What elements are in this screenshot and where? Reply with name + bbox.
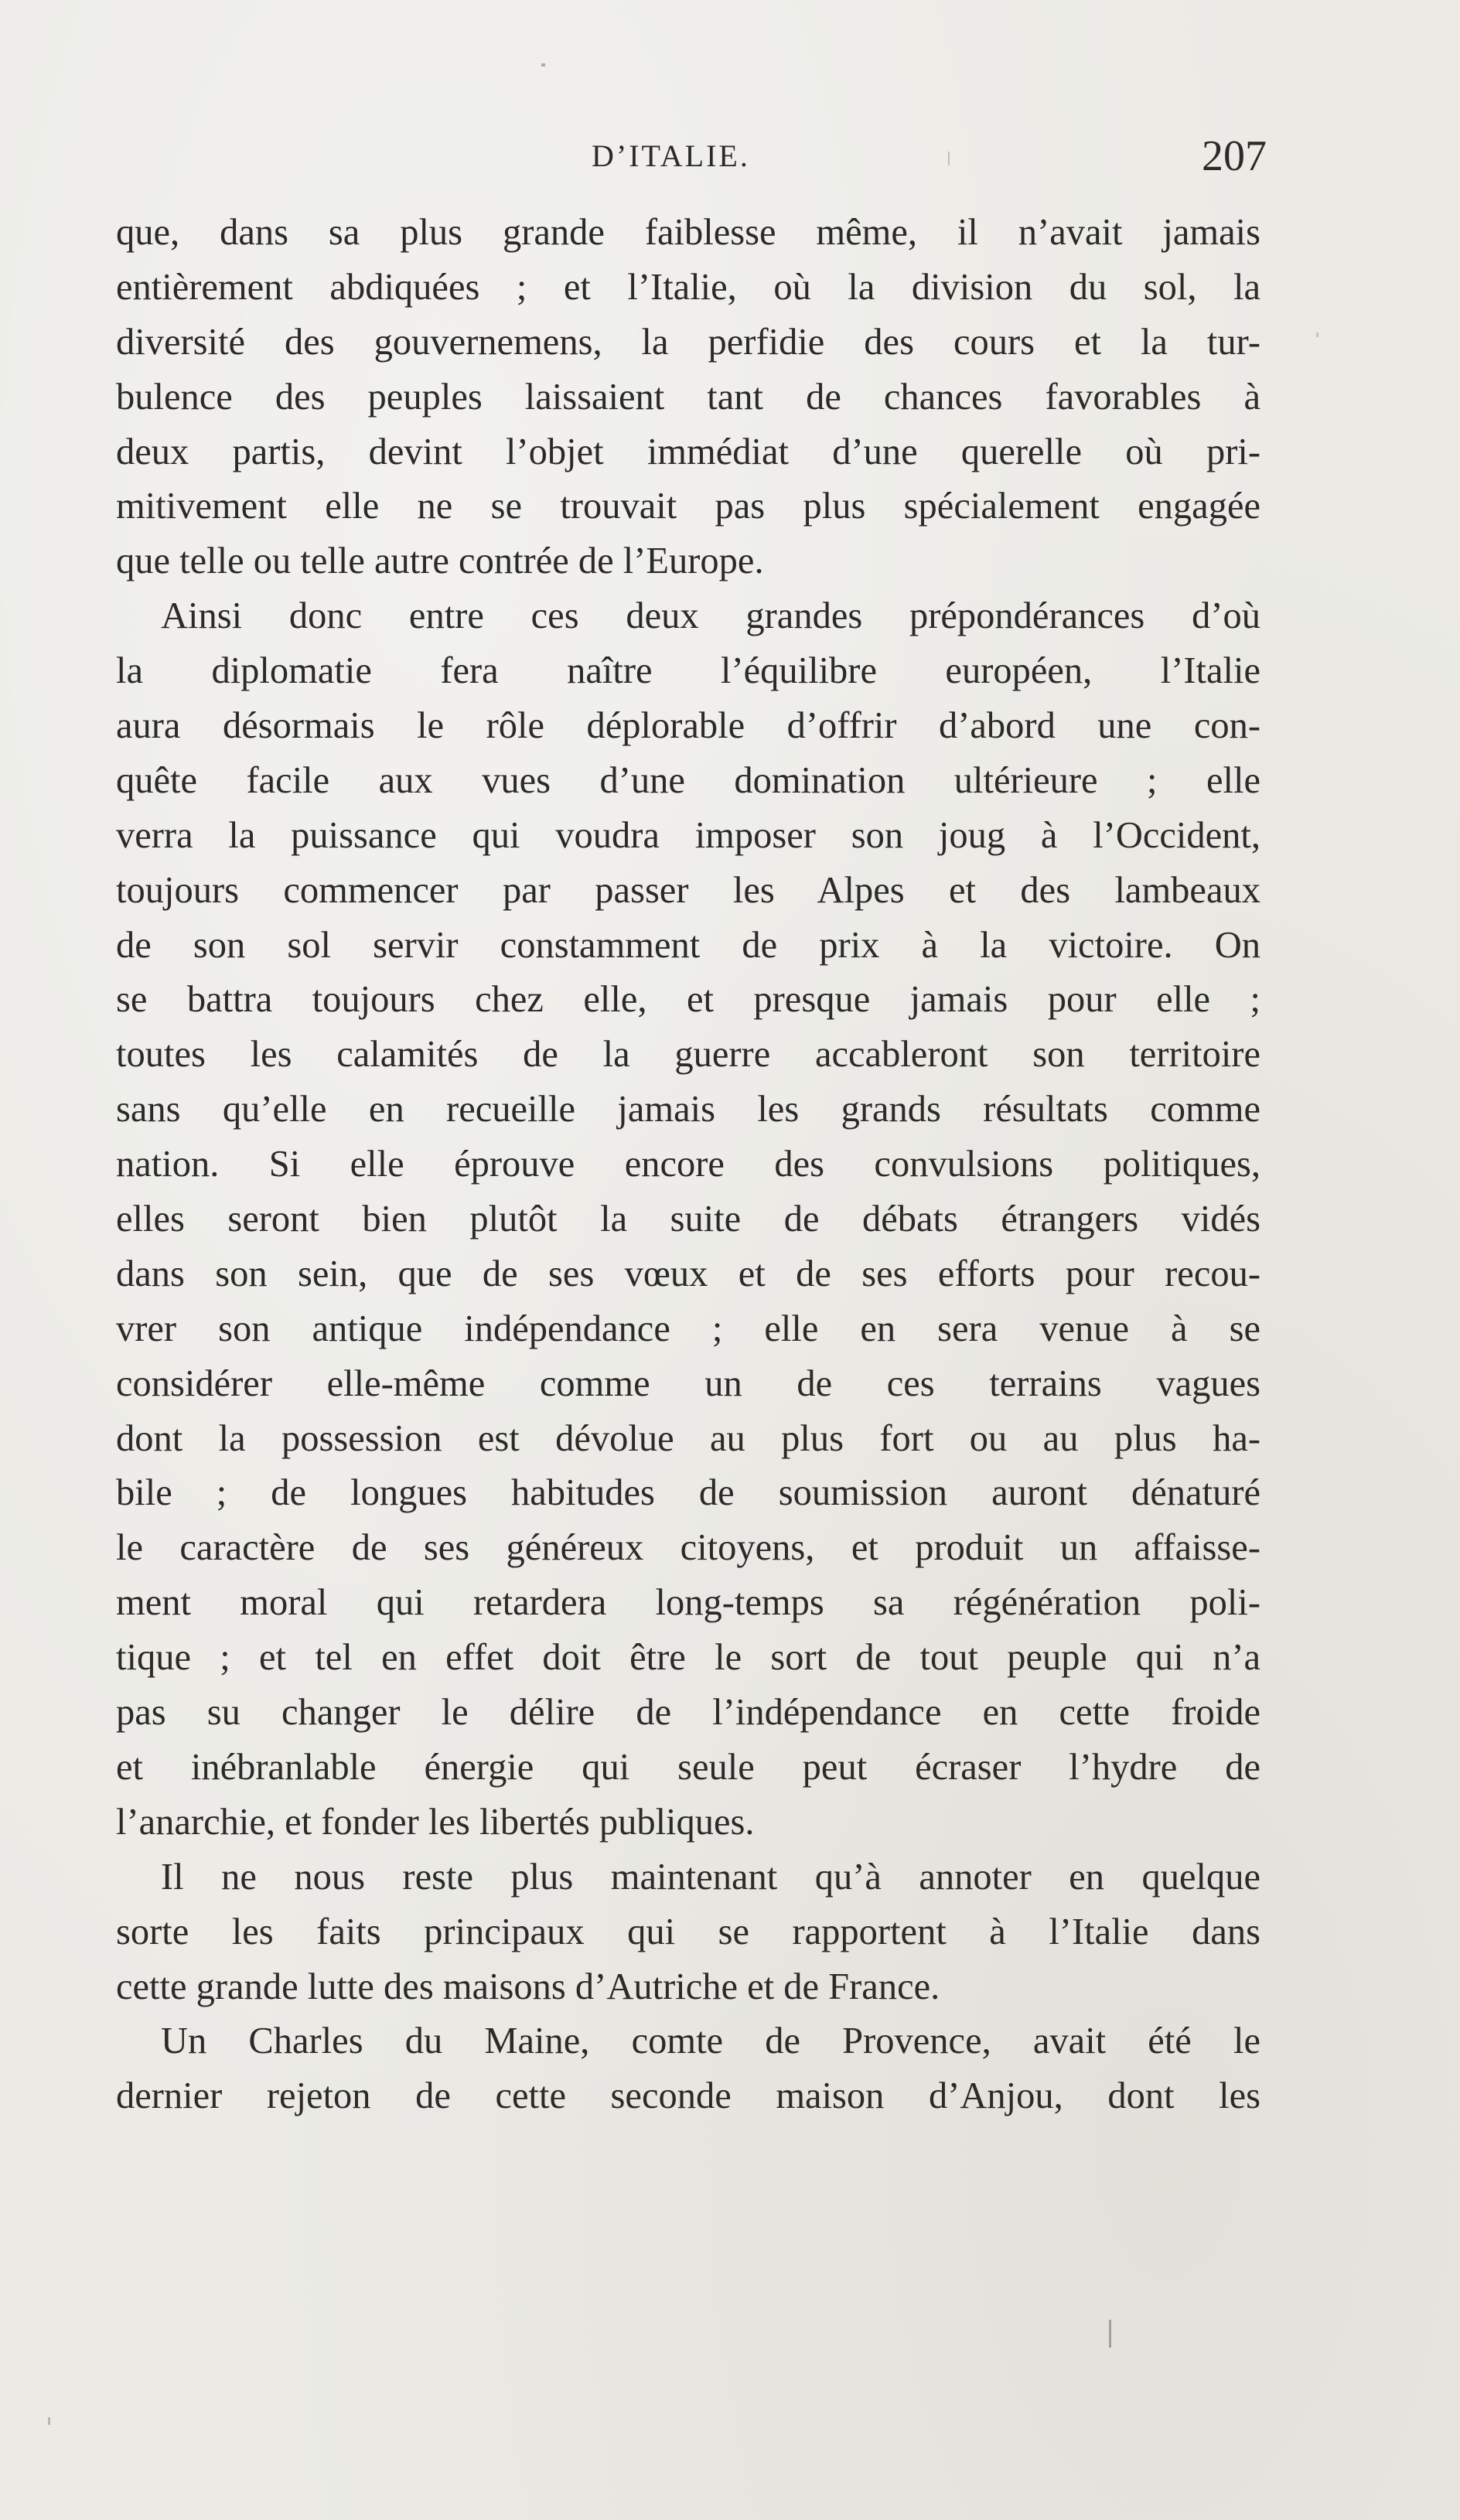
text-line-35: dernier rejeton de cette seconde maison d’Anjou, dont les	[116, 2075, 1260, 2117]
text-line-9: la diplomatie fera naître l’équilibre européen, l’Italie	[116, 650, 1260, 692]
text-line-28: pas su changer le délire de l’indépendance en cette froide	[116, 1692, 1260, 1734]
paper-speck	[1109, 2320, 1111, 2348]
text-line-4: bulence des peuples laissaient tant de chances favorables à	[116, 376, 1260, 418]
text-line-6: mitivement elle ne se trouvait pas plus spécialement engagée	[116, 486, 1260, 527]
text-line-12: verra la puissance qui voudra imposer son joug à l’Occident,	[116, 814, 1260, 856]
text-line-19: elles seront bien plutôt la suite de débats étrangers vidés	[116, 1199, 1260, 1240]
text-line-13: toujours commencer par passer les Alpes et des lambeaux	[116, 869, 1260, 911]
paper-speck	[948, 152, 950, 165]
text-line-15: se battra toujours chez elle, et presque jamais pour elle ;	[116, 979, 1260, 1021]
text-line-18: nation. Si elle éprouve encore des convulsions politiques,	[116, 1144, 1260, 1185]
page-number: 207	[1202, 132, 1267, 180]
body-text	[116, 206, 1260, 2124]
text-line-33: cette grande lutte des maisons d’Autriche et de France.	[116, 1966, 940, 2007]
text-line-7: que telle ou telle autre contrée de l’Europe.	[116, 540, 764, 582]
text-line-29: et inébranlable énergie qui seule peut écraser l’hydre de	[116, 1746, 1260, 1788]
text-line-5: deux partis, devint l’objet immédiat d’une querelle où pri-	[116, 431, 1260, 472]
text-line-16: toutes les calamités de la guerre accableront son territoire	[116, 1034, 1260, 1076]
text-line-27: tique ; et tel en effet doit être le sort de tout peuple qui n’a	[116, 1637, 1260, 1679]
text-line-11: quête facile aux vues d’une domination ultérieure ; elle	[116, 759, 1260, 801]
text-line-22: considérer elle-même comme un de ces terrains vagues	[116, 1362, 1260, 1404]
text-line-34: Un Charles du Maine, comte de Provence, avait été le	[161, 2020, 1260, 2062]
text-line-20: dans son sein, que de ses vœux et de ses efforts pour recou-	[116, 1253, 1260, 1294]
text-line-2: entièrement abdiquées ; et l’Italie, où la division du sol, la	[116, 266, 1260, 308]
text-line-3: diversité des gouvernemens, la perfidie des cours et la tur-	[116, 321, 1260, 363]
running-head	[116, 132, 1267, 192]
text-line-10: aura désormais le rôle déplorable d’offrir d’abord une con-	[116, 705, 1260, 747]
text-line-17: sans qu’elle en recueille jamais les grands résultats comme	[116, 1089, 1260, 1130]
text-line-31: Il ne nous reste plus maintenant qu’à annoter en quelque	[161, 1856, 1260, 1898]
text-line-32: sorte les faits principaux qui se rapportent à l’Italie dans	[116, 1911, 1260, 1952]
text-line-14: de son sol servir constamment de prix à la victoire. On	[116, 924, 1260, 966]
text-line-23: dont la possession est dévolue au plus fort ou au plus ha-	[116, 1417, 1260, 1459]
text-line-25: le caractère de ses généreux citoyens, et produit un affaisse-	[116, 1527, 1260, 1569]
text-line-8: Ainsi donc entre ces deux grandes prépondérances d’où	[161, 595, 1260, 637]
paper-speck	[1316, 332, 1318, 337]
paper-speck	[48, 2417, 50, 2425]
text-line-24: bile ; de longues habitudes de soumission auront dénaturé	[116, 1472, 1260, 1514]
text-line-21: vrer son antique indépendance ; elle en sera venue à se	[116, 1308, 1260, 1349]
text-line-30: l’anarchie, et fonder les libertés publiques.	[116, 1801, 755, 1843]
paper-speck	[541, 63, 545, 66]
text-line-1: que, dans sa plus grande faiblesse même, il n’avait jamais	[116, 212, 1260, 253]
running-title: D’ITALIE.	[592, 138, 750, 173]
text-line-26: ment moral qui retardera long-temps sa régénération poli-	[116, 1582, 1260, 1624]
